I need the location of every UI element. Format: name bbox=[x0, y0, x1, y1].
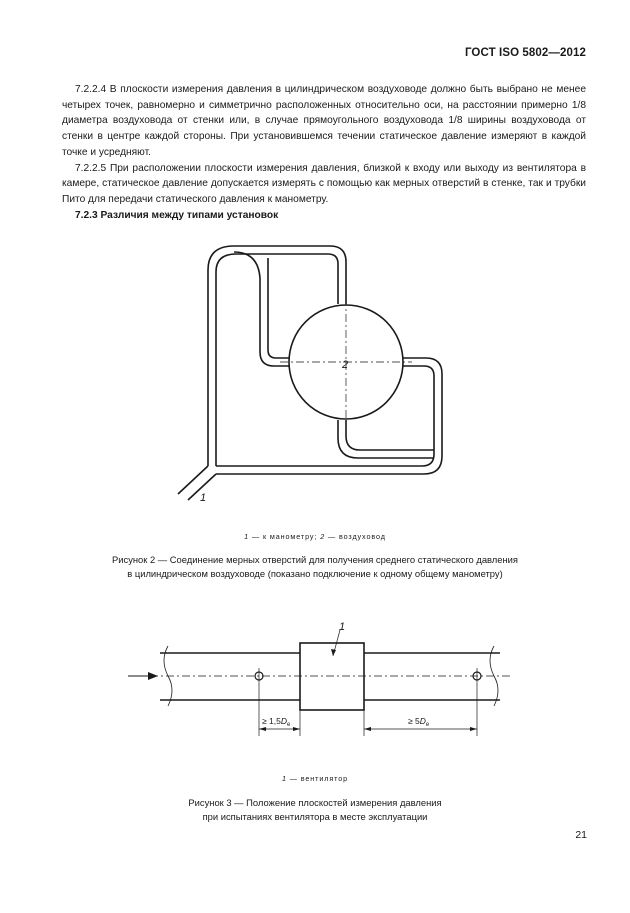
standard-header: ГОСТ ISO 5802—2012 bbox=[464, 47, 586, 59]
fig3-label-1: 1 bbox=[339, 621, 346, 633]
tube-right-inner bbox=[216, 366, 434, 466]
paragraph-7-2-2-4: 7.2.2.4 В плоскости измерения давления в цилиндрическом воздуховоде должно быть выбрано не менее четырех точек, равномерно и симметрично расположенных относительно оси, на расстоянии примерно 1/8 диаметра воздуховода от стенки или, в случае прямоугольного воздуховода 1/8 ширины воздуховода от стенки в центре каждой стороны. При установившемся течении статическое давление измеряют в каждой точке и усредняют. bbox=[62, 84, 586, 158]
dimension-right: ≥ $5D_e$ bbox=[408, 716, 430, 728]
fig2-label-1: 1 bbox=[200, 492, 207, 504]
figure-2-caption: Рисунок 2 — Соединение мерных отверстий для получения среднего статического давления в цилиндрическом воздуховоде (показано подключение к одному общему манометру) bbox=[112, 554, 518, 579]
figure-3-caption: Рисунок 3 — Положение плоскостей измерения давления при испытаниях вентилятора в месте эксплуатации bbox=[188, 797, 442, 822]
section-title: 7.2.3 Различия между типами установок bbox=[75, 209, 279, 221]
tube-inner-loop-2 bbox=[268, 258, 290, 358]
paragraph-7-2-2-5: 7.2.2.5 При расположении плоскости измерения давления, близкой к входу или выходу из вентилятора в камере, статическое давление допускается измерять с помощью как мерных отверстий в стенке, так и трубки Пито для передачи статического давления к манометру. bbox=[62, 162, 586, 205]
figure-2-legend: 1 — к манометру; 2 — воздуховод bbox=[244, 532, 386, 541]
tube-inner-loop bbox=[234, 252, 290, 366]
pressure-tube-outer bbox=[208, 246, 349, 466]
figure-3-legend: 1 — вентилятор bbox=[281, 774, 349, 783]
dimension-left: ≥ $1,5D_e$ bbox=[262, 716, 291, 728]
page-number: 21 bbox=[575, 829, 587, 841]
tube-bottom bbox=[346, 420, 434, 450]
tube-bottom-2 bbox=[338, 420, 434, 458]
manometer-lead bbox=[178, 466, 208, 494]
pressure-tube-inner bbox=[216, 254, 338, 466]
fig2-label-2: 2 bbox=[342, 359, 349, 371]
